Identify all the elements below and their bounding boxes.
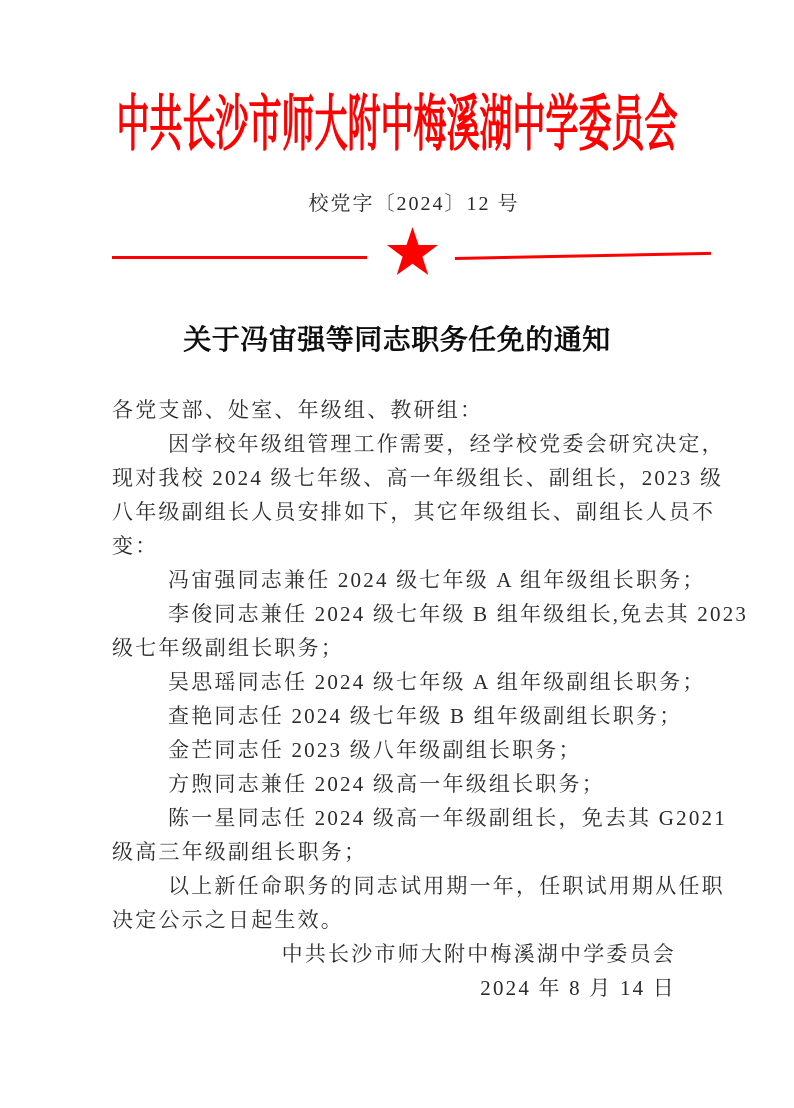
red-header-title: 中共长沙市师大附中梅溪湖中学委员会 [116,92,678,160]
body-line: 冯宙强同志兼任 2024 级七年级 A 组年级组长职务； [168,568,706,592]
document-body [112,393,749,1005]
star-icon [387,227,438,277]
body-line: 八年级副组长人员安排如下，其它年级组长、副组长人员不 [112,500,716,524]
divider-line-right [455,252,711,260]
body-line: 金芒同志任 2023 级八年级副组长职务； [168,738,582,762]
body-line: 级七年级副组长职务； [112,636,344,660]
document-title: 关于冯宙强等同志职务任免的通知 [183,325,611,356]
body-line: 变： [112,534,159,558]
body-line: 方煦同志兼任 2024 级高一年级组长职务； [168,772,605,796]
doc-number: 校党字〔2024〕12 号 [308,193,520,215]
body-line: 陈一星同志任 2024 级高一年级副组长，免去其 G2021 [168,806,727,830]
divider-line-left [112,256,367,259]
body-line: 级高三年级副组长职务； [112,840,368,864]
body-line: 因学校年级组管理工作需要，经学校党委会研究决定， [168,432,725,456]
body-line: 决定公示之日起生效。 [112,908,344,932]
body-line: 吴思瑶同志任 2024 级七年级 A 组年级副组长职务； [168,670,706,694]
body-line: 查艳同志任 2024 级七年级 B 组年级副组长职务； [168,704,683,728]
date-line: 2024 年 8 月 14 日 [480,976,676,1000]
body-line: 李俊同志兼任 2024 级七年级 B 组年级组长,免去其 2023 [168,602,749,626]
signature-line: 中共长沙市师大附中梅溪湖中学委员会 [281,942,676,966]
body-line: 现对我校 2024 级七年级、高一年级组长、副组长，2023 级 [112,466,724,490]
body-line: 以上新任命职务的同志试用期一年，任职试用期从任职 [168,874,725,898]
body-line: 各党支部、处室、年级组、教研组： [112,398,484,422]
